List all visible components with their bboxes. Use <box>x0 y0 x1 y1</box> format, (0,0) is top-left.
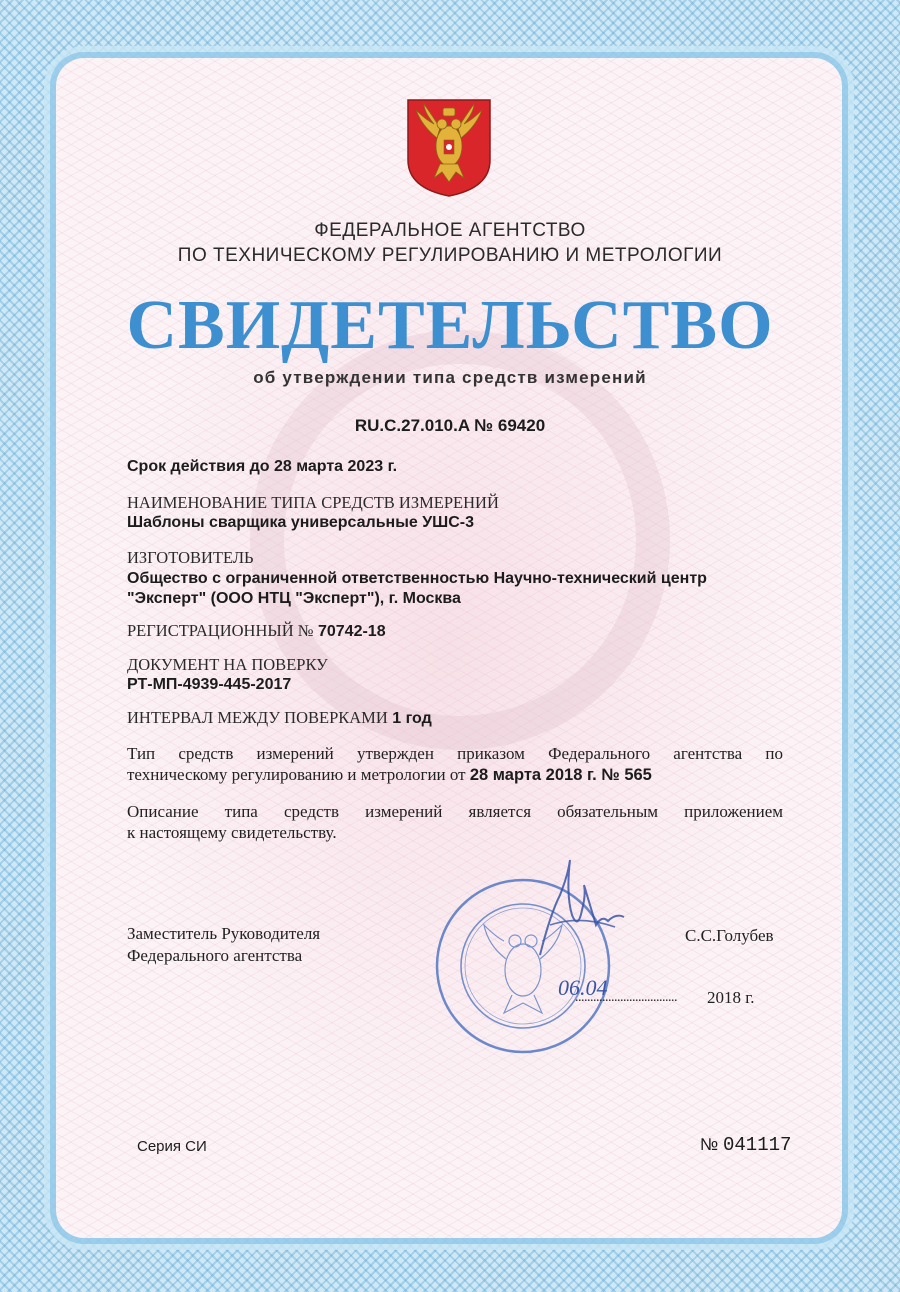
verification-doc-label: ДОКУМЕНТ НА ПОВЕРКУ <box>127 655 328 674</box>
document-title: СВИДЕТЕЛЬСТВО <box>126 287 774 364</box>
interval-row <box>127 708 432 728</box>
manufacturer-value-line-1: Общество с ограниченной ответственностью Научно-технический центр <box>127 570 707 587</box>
agency-line-2: ПО ТЕХНИЧЕСКОМУ РЕГУЛИРОВАНИЮ И МЕТРОЛОГИИ <box>177 245 723 266</box>
signer-position-line-1: Заместитель Руководителя <box>127 924 321 943</box>
watermark-ring <box>250 330 670 750</box>
manufacturer-label: ИЗГОТОВИТЕЛЬ <box>127 548 254 567</box>
verification-doc-value: РТ-МП-4939-445-2017 <box>127 676 292 693</box>
type-name-label: НАИМЕНОВАНИЕ ТИПА СРЕДСТВ ИЗМЕРЕНИЙ <box>127 493 499 512</box>
agency-line-1: ФЕДЕРАЛЬНОЕ АГЕНТСТВО <box>314 220 586 241</box>
interval-value: 1 год <box>392 710 432 727</box>
order-line-1: Тип средств измерений утвержден приказом Федерального агентства по <box>127 744 783 763</box>
order-date-number: 28 марта 2018 г. № 565 <box>469 766 652 784</box>
type-name-value: Шаблоны сварщика универсальные УШС-3 <box>127 514 475 531</box>
registration-row <box>127 621 386 641</box>
date-dots: .................................. <box>575 990 677 1005</box>
interval-label: ИНТЕРВАЛ МЕЖДУ ПОВЕРКАМИ <box>127 708 388 727</box>
series-label: Серия СИ <box>137 1138 207 1155</box>
validity-row <box>127 458 397 476</box>
document-subtitle: об утверждении типа средств измерений <box>253 368 647 387</box>
registration-label: РЕГИСТРАЦИОННЫЙ № <box>127 621 314 640</box>
manufacturer-value-line-2: "Эксперт" (ООО НТЦ "Эксперт"), г. Москва <box>127 590 461 607</box>
coat-of-arms-icon <box>404 98 494 198</box>
serial-number-row <box>700 1134 791 1156</box>
signer-name: С.С.Голубев <box>685 926 774 945</box>
order-line-2-text: техническому регулированию и метрологии от <box>127 765 466 784</box>
validity-value: 28 марта 2023 г. <box>274 458 398 475</box>
description-line-2: к настоящему свидетельству. <box>127 823 337 842</box>
handwritten-date: 06.04 <box>558 975 608 1000</box>
signer-position-line-2: Федерального агентства <box>127 946 303 965</box>
serial-number: 041117 <box>722 1134 792 1156</box>
signature-year: 2018 г. <box>707 988 755 1007</box>
number-sign: № <box>700 1135 719 1154</box>
validity-label: Срок действия до <box>127 458 270 475</box>
description-line-1: Описание типа средств измерений является обязательным приложением <box>127 802 783 821</box>
registration-value: 70742-18 <box>317 623 386 640</box>
order-line-2 <box>127 765 652 785</box>
handwritten-signature <box>520 855 640 970</box>
certificate-number: RU.C.27.010.A № 69420 <box>354 416 546 435</box>
